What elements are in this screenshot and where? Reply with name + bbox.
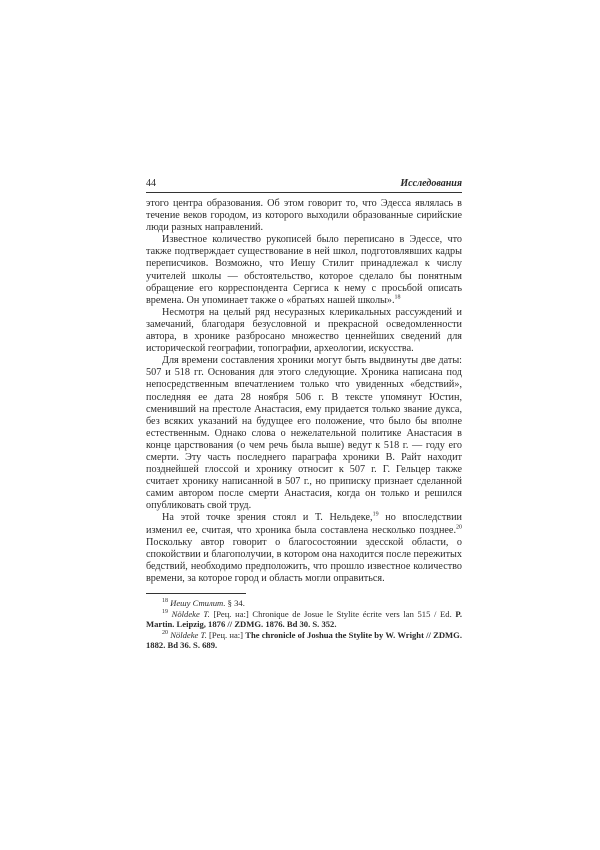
paragraph — [146, 512, 462, 585]
footnote — [146, 609, 462, 630]
footnote-ref: 19 — [372, 512, 379, 519]
main-text — [146, 198, 462, 585]
footnote-text: [Рец. на:] — [206, 629, 246, 640]
footnote-author: Nöldeke T. — [170, 629, 207, 640]
running-header — [146, 178, 462, 193]
footnote-number: 20 — [162, 629, 168, 636]
paragraph-text: Поскольку автор говорит о благосостоянии эдесской области, о спокойствии и благополучии, в котором она находится после пережитых бедствий, необходимо предположить, что прошло известное количество времени, за которое город и область могли оправиться. — [146, 536, 462, 584]
paragraph-text: Известное количество рукописей было переписано в Эдессе, что также подтверждает существование в ней школ, подготовлявших кадры переписчиков. Возможно, что Иешу Стилит принадлежал к числу учителей школы — обстоятельство, которое сделало бы понятным обращение его корреспондента Сергиса к нему с просьбой описать времена. Он упоминает также о «братьях нашей школы». — [146, 234, 462, 306]
footnote-publication: The chronicle of Joshua the Stylite by W. Wright // ZDMG. 1882. Bd 36. S. 689. — [146, 629, 463, 651]
paragraph-text: но впоследствии изменил ее, считая, что хроника была составлена несколько позднее. — [146, 512, 462, 536]
paragraph: Для времени составления хроники могут быть выдвинуты две даты: 507 и 518 гг. Основания для этого следующие. Хроника написана под непосредственным впечатлением только что увиденных «бедствий», последняя ее дата 28 ноября 506 г. В тексте упомянут Юстин, сменивший на престоле Анастасия, ему придается только звание дукса, без всяких указаний на будущее его положение, что было бы вполне естественным. Однако слова о нежелательной политике Анастасия в конце царствования (о чем речь была выше) ведут к 518 г. — году его смерти. Эту часть последнего параграфа хроники В. Райт находит позднейшей глоссой и хронику относит к 507 г. Г. Гельцер также считает хронику написанной в 507 г., но приписку признает сделанной самим автором после смерти Анастасия, когда он только и решился опубликовать свой труд. — [146, 355, 462, 512]
section-title: Исследования — [400, 178, 462, 189]
footnote-ref: 20 — [456, 524, 462, 531]
paragraph: Несмотря на целый ряд несуразных клерикальных рассуждений и замечаний, благодаря безусловной и прекрасной осведомленности автора, в хронике разбросано множество ценнейших сведений для исторической географии, топографии, археологии, искусства. — [146, 306, 462, 355]
footnote — [146, 598, 462, 609]
paragraph-text: На этой точке зрения стоял и Т. Нельдеке, — [162, 512, 373, 524]
footnote-author: Иешу Стилит. — [170, 598, 226, 608]
paragraph — [146, 234, 462, 307]
footnote-number: 18 — [162, 598, 168, 605]
footnote-text: [Рец. на:] Chronique de Josue le Stylite écrite vers lan 515 / Ed. — [209, 608, 452, 619]
footnote-publication: P. Martin. Leipzig, 1876 // ZDMG. 1876. Bd 30. S. 352. — [146, 608, 462, 630]
paragraph: этого центра образования. Об этом говорит то, что Эдесса являлась в течение веков городом, из которого выходили образованные сирийские люди разных направлений. — [146, 198, 462, 234]
footnote-ref: 18 — [394, 294, 401, 301]
footnote-text: § 34. — [225, 598, 245, 608]
page-number: 44 — [146, 178, 156, 189]
footnote-number: 19 — [162, 608, 168, 615]
footnote-divider — [146, 593, 246, 594]
footnotes — [146, 598, 462, 651]
footnote — [146, 630, 462, 651]
page — [146, 178, 462, 651]
footnote-author: Nöldeke T. — [171, 608, 210, 619]
